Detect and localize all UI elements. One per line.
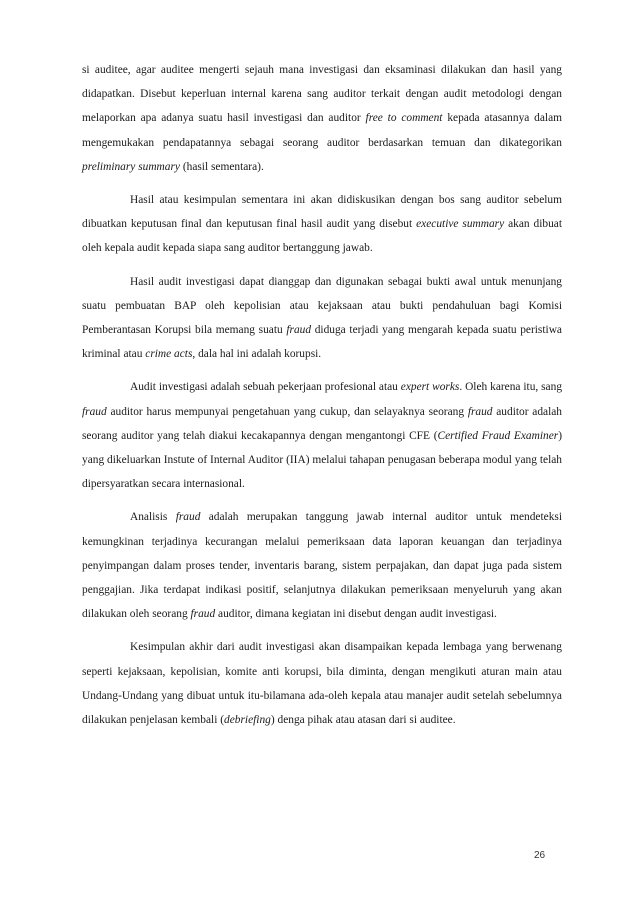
body-text bbox=[82, 58, 562, 741]
text-run: ) yang dikeluarkan Instute of Internal Auditor (IIA) melalui tahapan penugasan beberapa modul yang telah dipersyaratkan secara internasional. bbox=[82, 429, 562, 491]
paragraph bbox=[82, 635, 562, 732]
text-run: ) denga pihak atau atasan dari si auditee. bbox=[270, 714, 456, 727]
italic-term: Certified Fraud Examiner bbox=[437, 429, 559, 442]
text-run: . Oleh karena itu, sang bbox=[459, 381, 563, 394]
italic-term: free to comment bbox=[365, 112, 443, 125]
text-run: Hasil atau kesimpulan sementara ini akan didiskusikan dengan bos sang auditor sebelum dibuatkan keputusan final dan keputusan final hasil audit yang disebut bbox=[82, 194, 562, 231]
paragraph bbox=[82, 188, 562, 261]
text-run: diduga terjadi yang mengarah kepada suatu peristiwa kriminal atau bbox=[82, 324, 562, 361]
italic-term: crime acts bbox=[145, 348, 193, 361]
italic-term: fraud bbox=[467, 405, 493, 418]
italic-term: fraud bbox=[82, 405, 107, 418]
italic-term: expert works bbox=[400, 381, 460, 394]
text-run: adalah merupakan tanggung jawab internal auditor untuk mendeteksi kemungkinan terjadinya kecurangan melalui pemeriksaan data laporan keuangan dan terjadinya penyimpangan dalam proses tender, inventaris barang, sistem perpajakan, dan dapat juga pada sistem penggajian. Jika terdapat indikasi positif, selanjutnya dilakukan pemeriksaan menyeluruh yang akan dilakukan oleh seorang bbox=[82, 511, 563, 621]
italic-term: fraud bbox=[286, 324, 312, 337]
text-run: Analisis bbox=[130, 511, 176, 524]
text-run: (hasil sementara). bbox=[179, 160, 264, 173]
text-run: akan dibuat oleh kepala audit kepada siapa sang auditor bertanggung jawab. bbox=[82, 218, 563, 255]
paragraph bbox=[82, 375, 562, 496]
text-run: auditor adalah seorang auditor yang telah diakui kecakapannya dengan mengantongi CFE ( bbox=[82, 405, 562, 442]
italic-term: fraud bbox=[190, 608, 216, 621]
italic-term: executive summary bbox=[416, 218, 505, 231]
text-run: kepada atasannya dalam mengemukakan pendapatannya sebagai seorang auditor berdasarkan temuan dan dikategorikan bbox=[82, 112, 562, 149]
italic-term: debriefing bbox=[224, 714, 271, 727]
text-run: si auditee, agar auditee mengerti sejauh mana investigasi dan eksaminasi dilakukan dan hasil yang didapatkan. Disebut keperluan internal karena sang auditor terkait dengan audit metodologi dengan melaporkan apa adanya suatu hasil investigasi dan auditor bbox=[82, 64, 562, 125]
text-run: Hasil audit investigasi dapat dianggap dan digunakan sebagai bukti awal untuk menunjang suatu pembuatan BAP oleh kepolisian atau kejaksaan atau bukti pendahuluan bagi Komisi Pemberantasan Korupsi bila memang suatu bbox=[82, 275, 562, 337]
italic-term: preliminary summary bbox=[82, 160, 180, 173]
text-run: auditor, dimana kegiatan ini disebut dengan audit investigasi. bbox=[215, 608, 497, 621]
text-run: auditor harus mempunyai pengetahuan yang cukup, dan selayaknya seorang bbox=[106, 405, 468, 418]
paragraph bbox=[82, 270, 562, 367]
text-run: Kesimpulan akhir dari audit investigasi akan disampaikan kepada lembaga yang berwenang seperti kejaksaan, kepolisian, komite anti korupsi, bila diminta, dengan mengikuti aturan main atau Undang-Undang yang dibuat untuk itu-bilamana ada-oleh kepala atau manajer audit setelah sebelumnya dilakukan penjelasan kembali ( bbox=[82, 641, 562, 727]
page-number: 26 bbox=[534, 850, 546, 861]
text-run: , dala hal ini adalah korupsi. bbox=[192, 348, 322, 361]
text-run: Audit investigasi adalah sebuah pekerjaan profesional atau bbox=[130, 381, 401, 394]
paragraph bbox=[82, 58, 562, 179]
italic-term: fraud bbox=[175, 511, 201, 524]
paragraph bbox=[82, 505, 562, 626]
